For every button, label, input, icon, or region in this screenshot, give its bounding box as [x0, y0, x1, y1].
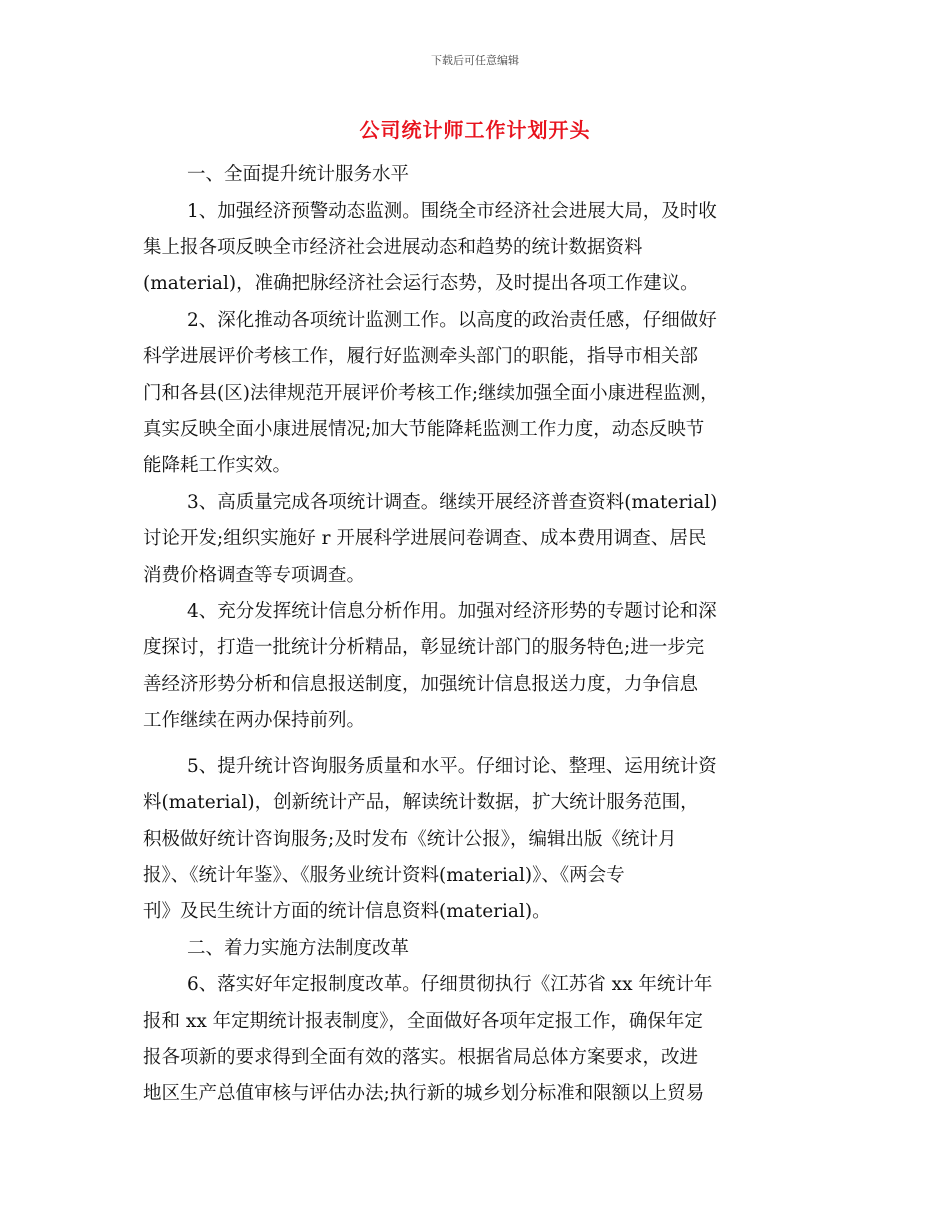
document-title: 公司统计师工作计划开头	[359, 118, 591, 142]
paragraph-line: 刊》及民生统计方面的统计信息资料(material)。	[143, 901, 551, 922]
paragraph-line: (material)，准确把脉经济社会运行态势，及时提出各项工作建议。	[143, 273, 699, 294]
paragraph-line: 度探讨，打造一批统计分析精品，彰显统计部门的服务特色;进一步完	[143, 637, 705, 658]
paragraph-line: 报》、《统计年鉴》、《服务业统计资料(material)》、《两会专	[143, 865, 625, 886]
paragraph-line: 工作继续在两办保持前列。	[143, 710, 366, 731]
paragraph-line: 报和 xx 年定期统计报表制度》，全面做好各项年定报工作，确保年定	[143, 1011, 703, 1032]
paragraph-line: 1、加强经济预警动态监测。围绕全市经济社会进展大局，及时收	[187, 201, 717, 222]
paragraph-line: 讨论开发;组织实施好 r 开展科学进展问卷调查、成本费用调查、居民	[143, 528, 707, 549]
paragraph-line: 报各项新的要求得到全面有效的落实。根据省局总体方案要求，改进	[143, 1047, 699, 1068]
paragraph-line: 科学进展评价考核工作，履行好监测牵头部门的职能，指导市相关部	[143, 346, 699, 367]
header-note: 下载后可任意编辑	[431, 54, 519, 67]
paragraph-line: 3、高质量完成各项统计调查。继续开展经济普查资料(material)	[187, 492, 718, 513]
paragraph-line: 地区生产总值审核与评估办法;执行新的城乡划分标准和限额以上贸易	[143, 1083, 705, 1104]
paragraph-line: 料(material)，创新统计产品，解读统计数据，扩大统计服务范围，	[143, 792, 699, 813]
paragraph-line: 2、深化推动各项统计监测工作。以高度的政治责任感，仔细做好	[187, 310, 717, 331]
paragraph-line: 6、落实好年定报制度改革。仔细贯彻执行《江苏省 xx 年统计年	[187, 974, 713, 995]
paragraph-line: 5、提升统计咨询服务质量和水平。仔细讨论、整理、运用统计资	[187, 756, 717, 777]
paragraph-line: 善经济形势分析和信息报送制度，加强统计信息报送力度，力争信息	[143, 674, 699, 695]
paragraph-line: 集上报各项反映全市经济社会进展动态和趋势的统计数据资料	[143, 237, 643, 258]
paragraph-line: 积极做好统计咨询服务;及时发布《统计公报》，编辑出版《统计月	[143, 829, 677, 850]
paragraph-line: 消费价格调查等专项调查。	[143, 565, 366, 586]
paragraph-line: 能降耗工作实效。	[143, 455, 292, 476]
section-heading: 二、着力实施方法制度改革	[187, 938, 410, 959]
section-heading: 一、全面提升统计服务水平	[187, 164, 410, 185]
paragraph-line: 门和各县(区)法律规范开展评价考核工作;继续加强全面小康进程监测，	[143, 383, 719, 404]
paragraph-line: 4、充分发挥统计信息分析作用。加强对经济形势的专题讨论和深	[187, 601, 717, 622]
paragraph-line: 真实反映全面小康进展情况;加大节能降耗监测工作力度，动态反映节	[143, 419, 705, 440]
